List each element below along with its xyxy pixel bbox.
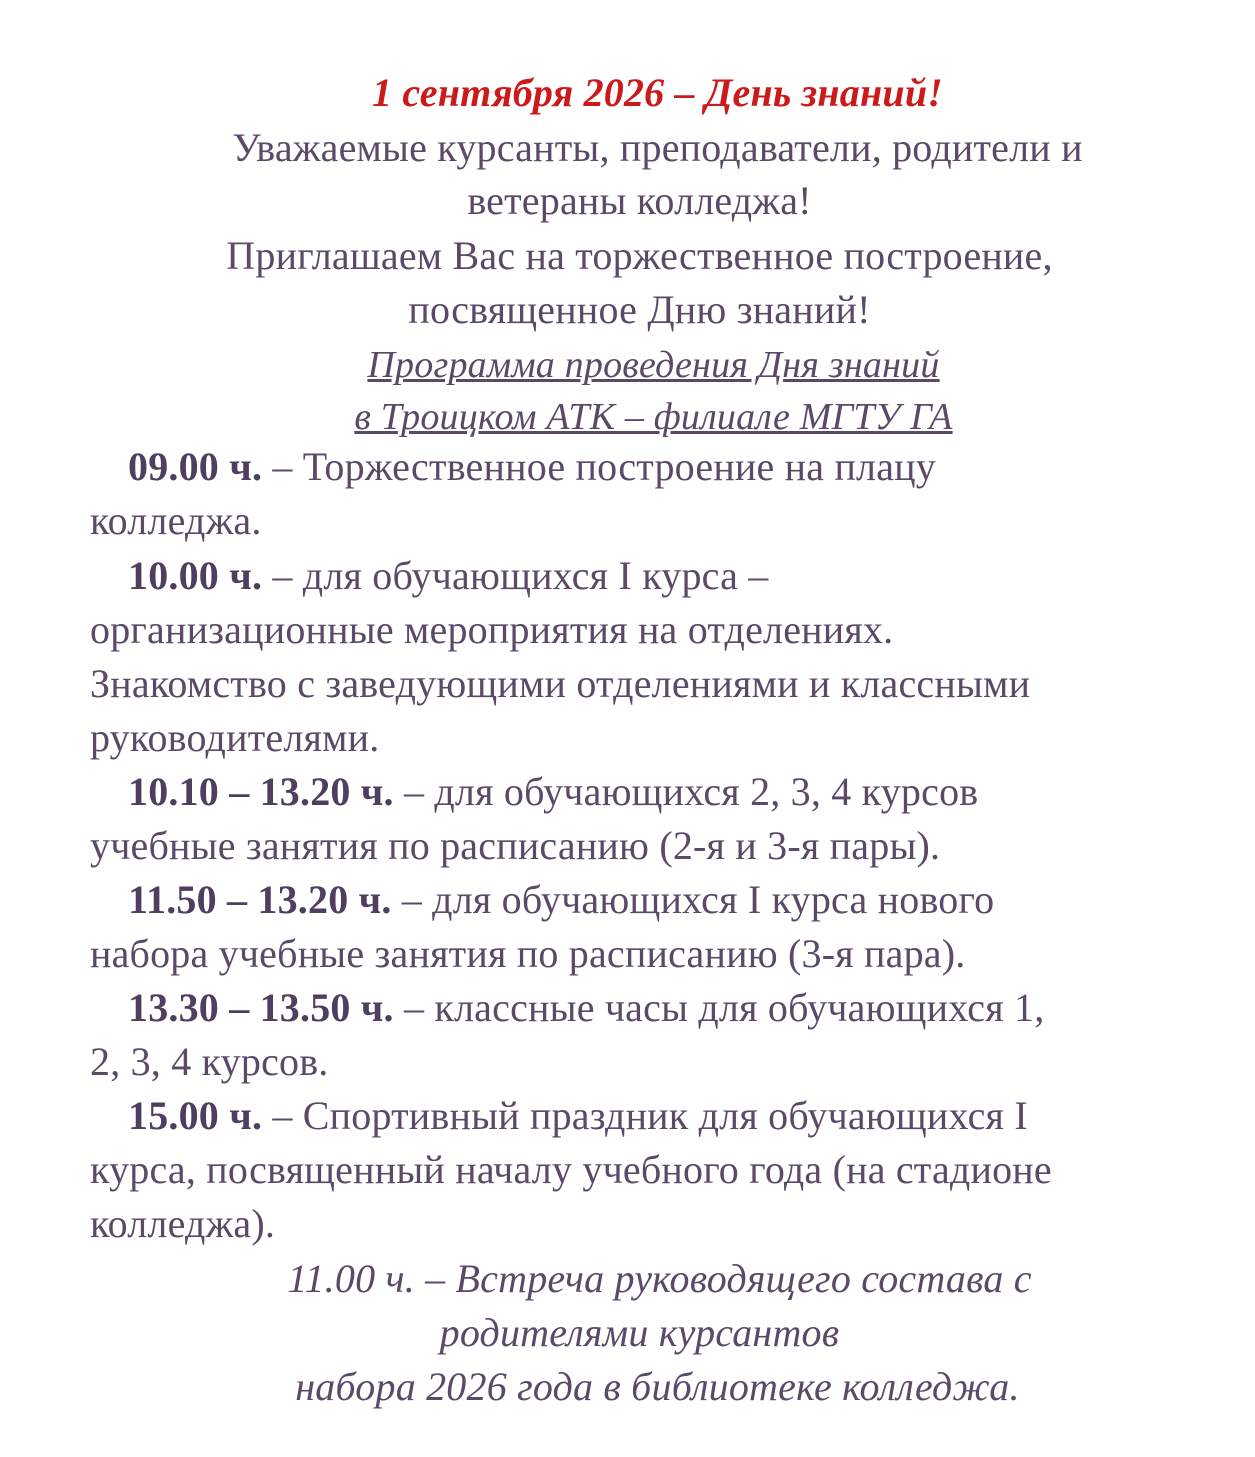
schedule-time: 09.00 ч. [128, 444, 263, 489]
greeting-line-1: Уважаемые курсанты, преподаватели, родители и [232, 125, 1083, 170]
schedule-description: – классные часы для обучающихся 1, [393, 985, 1045, 1030]
schedule-item [128, 765, 978, 819]
schedule-continuation: организационные мероприятия на отделениях. [90, 607, 894, 652]
schedule-continuation: руководителями. [90, 715, 380, 760]
greeting-line-3: Приглашаем Вас на торжественное построение, [226, 233, 1053, 278]
schedule-description: – для обучающихся I курса нового [391, 877, 995, 922]
closing-line-1: 11.00 ч. – Встреча руководящего состава с [287, 1256, 1032, 1301]
schedule-description: – Торжественное построение на плацу [262, 444, 936, 489]
schedule-description: – для обучающихся I курса – [262, 553, 769, 598]
schedule-continuation: набора учебные занятия по расписанию (3-я пара). [90, 931, 966, 976]
greeting-line-2: ветераны колледжа! [467, 178, 812, 223]
program-heading-line-2: в Троицком АТК – филиале МГТУ ГА [354, 396, 953, 438]
schedule-time: 15.00 ч. [128, 1093, 263, 1138]
closing-line-2: родителями курсантов [439, 1310, 840, 1355]
greeting-line-4: посвященное Дню знаний! [408, 287, 871, 332]
schedule-item [128, 1089, 1028, 1143]
schedule-item [128, 981, 1044, 1035]
schedule-time: 11.50 – 13.20 ч. [128, 877, 392, 922]
schedule-time: 10.10 – 13.20 ч. [128, 769, 394, 814]
schedule-description: – Спортивный праздник для обучающихся I [262, 1093, 1028, 1138]
schedule-description: – для обучающихся 2, 3, 4 курсов [393, 769, 979, 814]
schedule-continuation: Знакомство с заведующими отделениями и классными [90, 661, 1031, 706]
schedule-item [128, 440, 936, 494]
schedule-time: 13.30 – 13.50 ч. [128, 985, 394, 1030]
schedule-continuation: 2, 3, 4 курсов. [90, 1039, 329, 1084]
schedule-continuation: учебные занятия по расписанию (2-я и 3-я пары). [90, 823, 941, 868]
page-title: 1 сентября 2026 – День знаний! [371, 70, 944, 115]
schedule-continuation: курса, посвященный началу учебного года (на стадионе [90, 1147, 1052, 1192]
schedule-continuation: колледжа). [90, 1201, 276, 1246]
schedule-continuation: колледжа. [90, 498, 262, 543]
schedule-time: 10.00 ч. [128, 553, 263, 598]
schedule-item [128, 873, 994, 927]
program-heading-line-1: Программа проведения Дня знаний [367, 344, 940, 386]
closing-line-3: набора 2026 года в библиотеке колледжа. [295, 1364, 1020, 1409]
schedule-item [128, 549, 768, 603]
